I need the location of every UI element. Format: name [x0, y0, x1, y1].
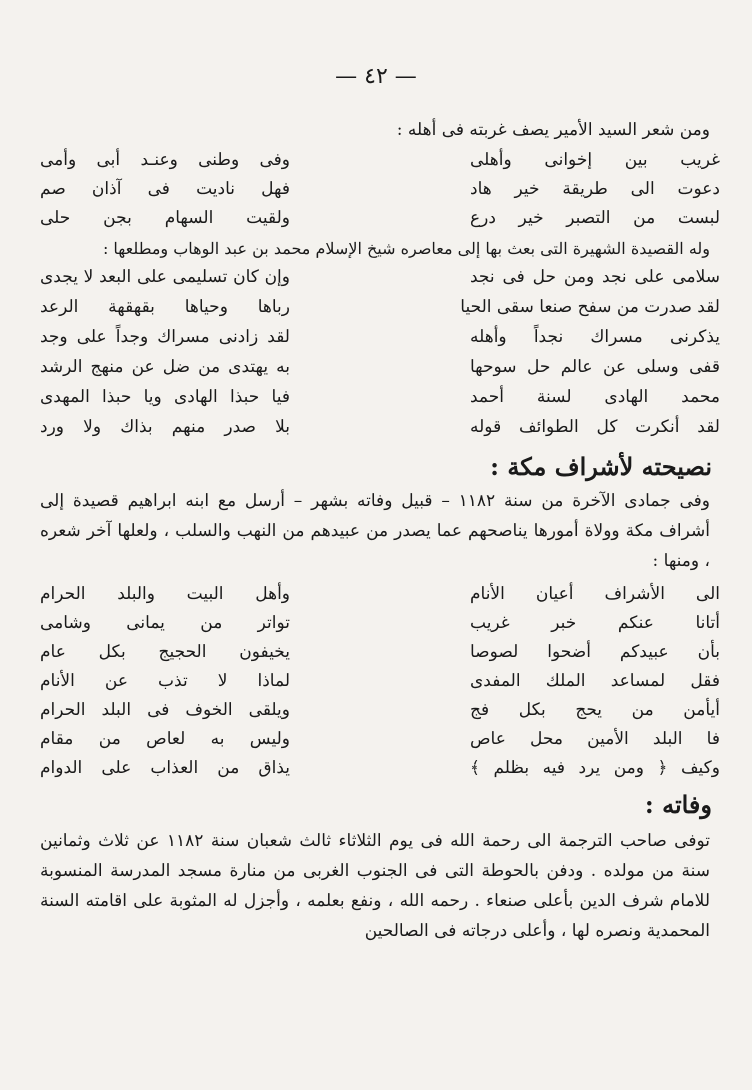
verse-first-hemistich: أتانا عنكم خبر غريب [470, 613, 720, 633]
verse-first-hemistich: وكيف ﴿ ومن يرد فيه بظلم ﴾ [470, 758, 720, 778]
verse-second-hemistich: تواتر من يمانى وشامى [40, 613, 290, 633]
verse-first-hemistich: لقد أنكرت كل الطوائف قوله [470, 417, 720, 437]
verse-first-hemistich: فقل لمساعد الملك المفدى [470, 671, 720, 691]
section2-prose: توفى صاحب الترجمة الى رحمة الله فى يوم الثلاثاء ثالث شعبان سنة ١١٨٢ عن ثلاث وثمانين سنة من مولده . ودفن بالحوطة التى فى الجنوب الغربى من منارة مسجد المدرسة المنسوبة للامام شرف الدين بأعلى صنعاء . رحمه الله ، ونفع بعلمه ، وأجزل له المثوبة على اقامته السنة المحمدية ونصره لها ، وأعلى درجاته فى الصالحين [40, 831, 710, 941]
verse-line [40, 322, 720, 352]
verse-second-hemistich: يذاق من العذاب على الدوام [40, 758, 290, 778]
poem3-verses [40, 580, 720, 783]
section2-heading: وفاته : [644, 790, 712, 819]
poem2-verses [40, 262, 720, 442]
verse-second-hemistich: فيا حبذا الهادى ويا حبذا المهدى [40, 387, 290, 407]
verse-line [40, 609, 720, 638]
verse-second-hemistich: ويلقى الخوف فى البلد الحرام [40, 700, 290, 720]
verse-first-hemistich: قفى وسلى عن عالم حل سوحها [470, 357, 720, 377]
verse-line [40, 638, 720, 667]
verse-line [40, 146, 720, 175]
verse-first-hemistich: يذكرنى مسراك نجداً وأهله [470, 327, 720, 347]
verse-second-hemistich: ولقيت السهام بجن حلى [40, 208, 290, 228]
verse-line [40, 580, 720, 609]
verse-second-hemistich: وليس به لعاص من مقام [40, 729, 290, 749]
verse-first-hemistich: دعوت الى طريقة خير هاد [470, 179, 720, 199]
verse-first-hemistich: أيأمن من يحج بكل فج [470, 700, 720, 720]
section1-heading: نصيحته لأشراف مكة : [490, 452, 712, 481]
verse-line [40, 382, 720, 412]
verse-first-hemistich: فا البلد الأمين محل عاص [470, 729, 720, 749]
verse-second-hemistich: لماذا لا تذب عن الأنام [40, 671, 290, 691]
poem1-intro: ومن شعر السيد الأمير يصف غربته فى أهله : [396, 120, 710, 140]
verse-first-hemistich: غريب بين إخوانى وأهلى [470, 150, 720, 170]
verse-first-hemistich: سلامى على نجد ومن حل فى نجد [470, 267, 720, 287]
verse-first-hemistich: لبست من التصبر خير درع [470, 208, 720, 228]
verse-line [40, 175, 720, 204]
verse-line [40, 292, 720, 322]
verse-second-hemistich: بلا صدر منهم بذاك ولا ورد [40, 417, 290, 437]
verse-line [40, 204, 720, 233]
verse-line [40, 725, 720, 754]
verse-line [40, 754, 720, 783]
verse-line [40, 352, 720, 382]
section1-prose: وفى جمادى الآخرة من سنة ١١٨٢ – قبيل وفاته بشهر – أرسل مع ابنه ابراهيم قصيدة إلى أشراف مكة وولاة أمورها يناصحهم عما يصدر من عبيدهم من النهب والسلب ، ولعلها آخر شعره ، ومنها : [40, 491, 710, 571]
poem2-intro: وله القصيدة الشهيرة التى بعث بها إلى معاصره شيخ الإسلام محمد بن عبد الوهاب ومطلعها : [102, 239, 710, 258]
verse-first-hemistich: بأن عبيدكم أضحوا لصوصا [470, 642, 720, 662]
verse-first-hemistich: الى الأشراف أعيان الأنام [470, 584, 720, 604]
verse-first-hemistich: لقد صدرت من سفح صنعا سقى الحيا [460, 297, 720, 317]
verse-second-hemistich: وفى وطنى وعنـد أبى وأمى [40, 150, 290, 170]
verse-second-hemistich: وإن كان تسليمى على البعد لا يجدى [40, 267, 290, 287]
verse-line [40, 262, 720, 292]
verse-second-hemistich: رباها وحياها بقهقهة الرعد [40, 297, 290, 317]
verse-second-hemistich: به يهتدى من ضل عن منهج الرشد [40, 357, 290, 377]
verse-first-hemistich: محمد الهادى لسنة أحمد [470, 387, 720, 407]
verse-line [40, 696, 720, 725]
verse-line [40, 667, 720, 696]
verse-second-hemistich: وأهل البيت والبلد الحرام [40, 584, 290, 604]
verse-line [40, 412, 720, 442]
poem1-verses [40, 146, 720, 233]
verse-second-hemistich: لقد زادنى مسراك وجداً على وجد [40, 327, 290, 347]
verse-second-hemistich: فهل ناديت فى آذان صم [40, 179, 290, 199]
page-number: — ٤٢ — [335, 64, 417, 89]
verse-second-hemistich: يخيفون الحجيج بكل عام [40, 642, 290, 662]
